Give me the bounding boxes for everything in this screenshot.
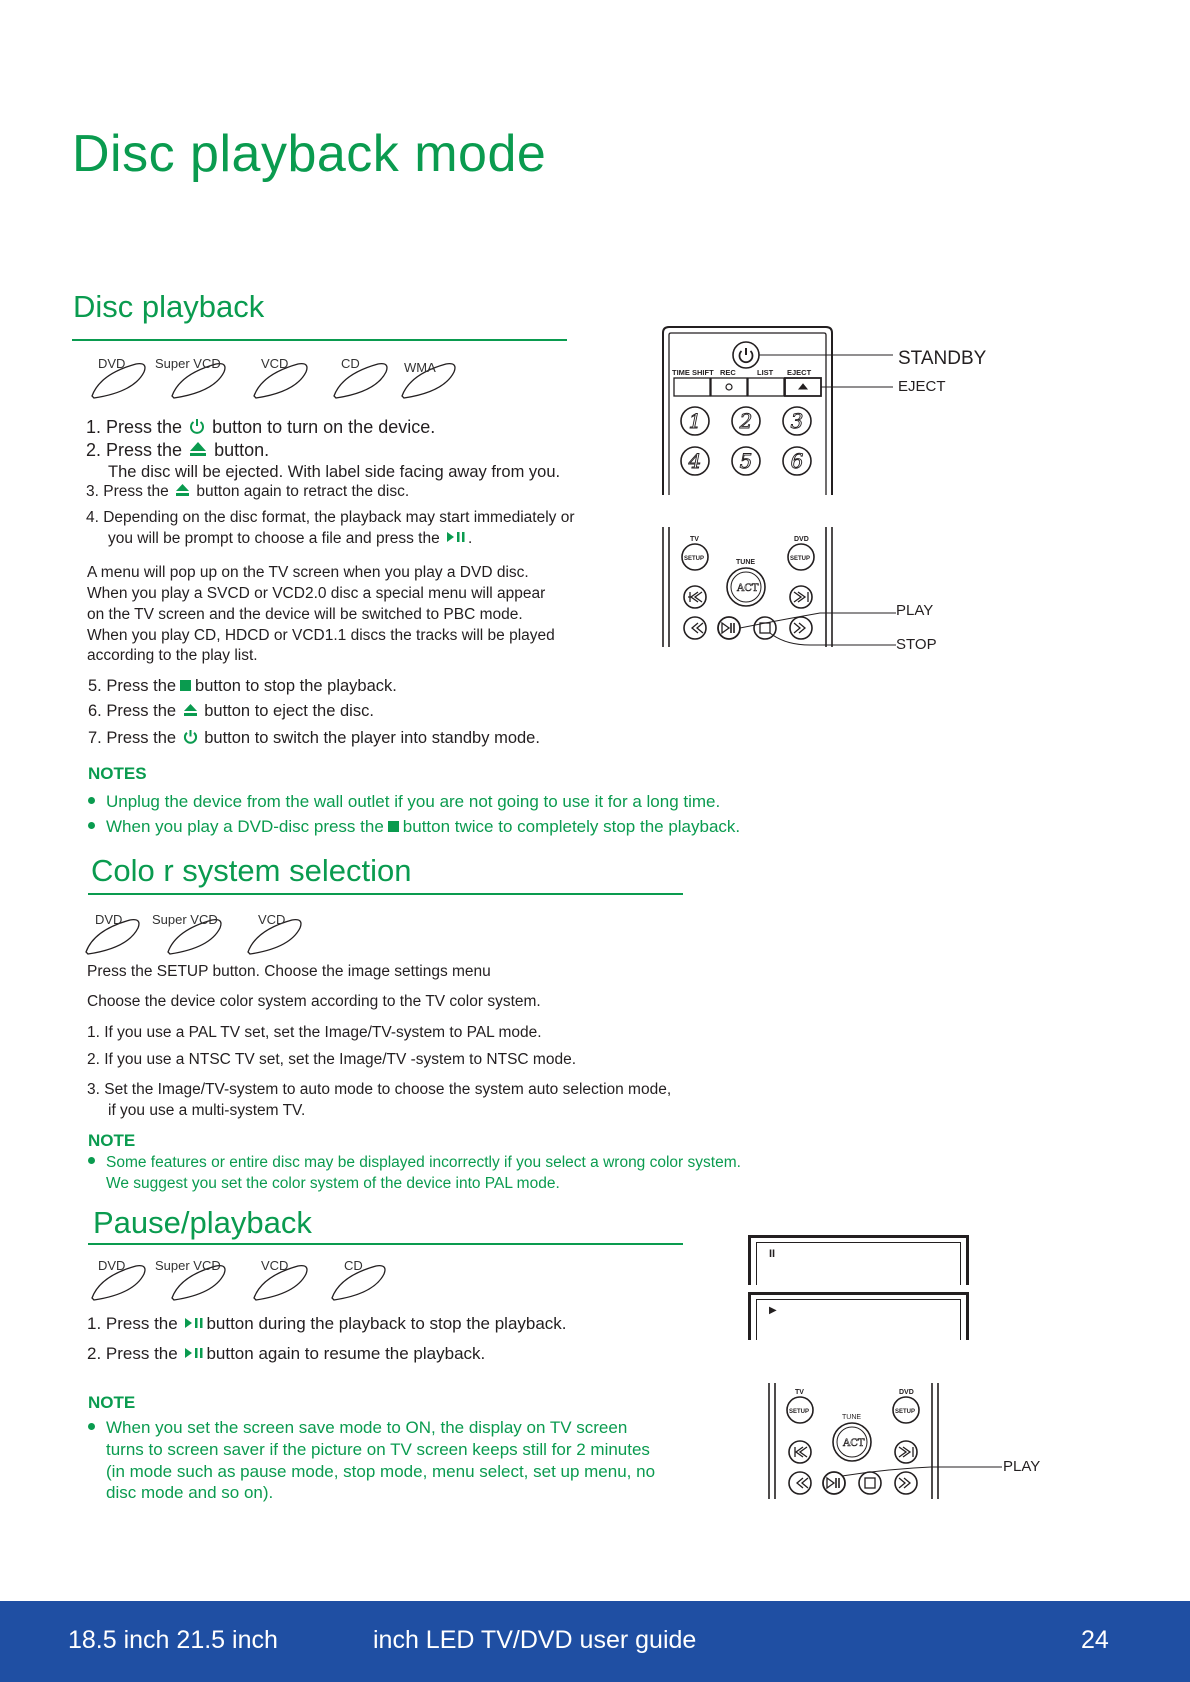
note-item: Unplug the device from the wall outlet if you are not going to use it for a long time.: [88, 792, 720, 812]
act-key: ACT: [843, 1438, 865, 1449]
note-item: When you play a DVD-disc press the button twice to completely stop the playback.: [88, 817, 740, 837]
digit-key-6: 6: [790, 449, 804, 473]
color-system-item-3: 3. Set the Image/TV-system to auto mode to choose the system auto selection mode,: [87, 1081, 672, 1098]
paragraph-line: according to the play list.: [87, 647, 258, 664]
paragraph-line: When you play a SVCD or VCD2.0 disc a special menu will appear: [87, 585, 546, 602]
section-divider: [88, 893, 683, 895]
setup-key-tv: SETUP: [789, 1409, 810, 1415]
disc-label-vcd: VCD: [261, 356, 289, 371]
step-3: 3. Press the button again to retract the disc.: [86, 483, 410, 500]
eject-label: EJECT: [898, 378, 946, 395]
list-key: [748, 378, 784, 396]
color-system-item-1: 1. If you use a PAL TV set, set the Image/TV-system to PAL mode.: [87, 1024, 542, 1041]
disc-label-super-vcd: Super VCD: [152, 912, 218, 927]
digit-key-2: 2: [739, 409, 753, 433]
disc-label-dvd: DVD: [95, 912, 123, 927]
section-title-pause-playback: Pause/playback: [93, 1205, 312, 1240]
power-icon: [183, 729, 198, 745]
digit-key-5: 5: [739, 449, 753, 473]
color-system-line: Press the SETUP button. Choose the image settings menu: [87, 963, 491, 980]
disc-label-cd: CD: [344, 1258, 363, 1273]
note-item-cont: We suggest you set the color system of the device into PAL mode.: [106, 1175, 560, 1192]
dvd-label: DVD: [899, 1389, 914, 1396]
eject-icon: [189, 441, 207, 457]
step-4-line2: you will be prompt to choose a file and press the .: [108, 530, 473, 547]
bullet: [88, 797, 95, 804]
dvd-label: DVD: [794, 536, 809, 543]
footer-bar: [0, 1601, 1190, 1682]
list-label: LIST: [757, 368, 774, 377]
note-item-cont: (in mode such as pause mode, stop mode, menu select, set up menu, no: [106, 1462, 656, 1481]
note-item-cont: disc mode and so on).: [106, 1483, 274, 1502]
paragraph-line: on the TV screen and the device will be switched to PBC mode.: [87, 606, 523, 623]
section-title-color-system: Colo r system selection: [91, 853, 412, 888]
eject-label: EJECT: [787, 368, 812, 377]
tv-label: TV: [795, 1389, 804, 1396]
notes-heading: NOTES: [88, 764, 147, 783]
rec-key: [711, 378, 747, 396]
step-6: 6. Press the button to eject the disc.: [88, 702, 374, 720]
paragraph-line: A menu will pop up on the TV screen when you play a DVD disc.: [87, 564, 529, 581]
page-number: 24: [1081, 1626, 1109, 1654]
play-pause-icon: [184, 1347, 204, 1359]
disc-label-vcd: VCD: [258, 912, 286, 927]
standby-label: STANDBY: [898, 348, 987, 369]
timeshift-label: TIME SHIFT: [672, 368, 714, 377]
tv-screen-pause: [748, 1235, 969, 1285]
pause-step-1: 1. Press the button during the playback to stop the playback.: [87, 1314, 567, 1333]
step-1: 1. Press the button to turn on the device.: [86, 417, 436, 437]
stop-icon: [388, 821, 399, 832]
stop-icon: [180, 680, 191, 691]
stop-label: STOP: [896, 636, 937, 653]
step-2-detail: The disc will be ejected. With label side facing away from you.: [108, 463, 561, 481]
section-divider: [72, 339, 567, 341]
disc-label-super-vcd: Super VCD: [155, 1258, 221, 1273]
digit-key-3: 3: [790, 409, 804, 433]
tv-screen-play: [748, 1292, 969, 1340]
disc-label-dvd: DVD: [98, 356, 126, 371]
paragraph-line: When you play CD, HDCD or VCD1.1 discs the tracks will be played: [87, 627, 555, 644]
note-heading: NOTE: [88, 1393, 136, 1412]
rec-label: REC: [720, 368, 736, 377]
disc-label-cd: CD: [341, 356, 360, 371]
note-item: Some features or entire disc may be displayed incorrectly if you select a wrong color system.: [88, 1154, 741, 1172]
play-label: PLAY: [1003, 1458, 1041, 1475]
act-key: ACT: [737, 583, 759, 594]
color-system-line: Choose the device color system according to the TV color system.: [87, 993, 541, 1010]
color-system-item-2: 2. If you use a NTSC TV set, set the Image/TV -system to NTSC mode.: [87, 1051, 576, 1068]
step-2: 2. Press the button.: [86, 440, 270, 460]
digit-key-4: 4: [688, 449, 702, 473]
bullet: [88, 1157, 95, 1164]
page-title: Disc playback mode: [72, 125, 547, 183]
note-item-cont: turns to screen saver if the picture on TV screen keeps still for 2 minutes: [106, 1440, 650, 1459]
setup-key-dvd: SETUP: [790, 556, 811, 562]
bullet: [88, 822, 95, 829]
disc-label-dvd: DVD: [98, 1258, 126, 1273]
pause-step-2: 2. Press the button again to resume the playback.: [87, 1344, 486, 1363]
eject-icon: [175, 483, 190, 497]
section-divider: [88, 1243, 683, 1245]
disc-label-super-vcd: Super VCD: [155, 356, 221, 371]
disc-label-vcd: VCD: [261, 1258, 289, 1273]
bullet: [88, 1423, 95, 1430]
tv-label: TV: [690, 536, 699, 543]
tune-label: TUNE: [736, 559, 756, 566]
section-title-disc-playback: Disc playback: [73, 289, 265, 324]
footer-model: 18.5 inch 21.5 inch: [68, 1626, 278, 1654]
setup-key-tv: SETUP: [684, 556, 705, 562]
footer-guide-title: inch LED TV/DVD user guide: [373, 1626, 697, 1654]
timeshift-key: [674, 378, 710, 396]
play-pause-icon: [446, 531, 466, 543]
step-5: 5. Press the button to stop the playback.: [88, 677, 397, 695]
power-icon: [189, 418, 205, 435]
disc-label-wma: WMA: [404, 360, 436, 375]
tune-label: TUNE: [842, 1414, 862, 1421]
note-heading: NOTE: [88, 1131, 136, 1150]
remote-illustration-bottom: [766, 1383, 1016, 1503]
eject-icon: [183, 703, 198, 717]
remote-illustration-middle: [660, 527, 900, 647]
step-4-line1: 4. Depending on the disc format, the playback may start immediately or: [86, 509, 575, 526]
digit-key-1: 1: [688, 409, 702, 433]
remote-illustration-top: [660, 325, 900, 495]
play-pause-icon: [184, 1317, 204, 1329]
pause-indicator: II: [769, 1248, 776, 1260]
step-7: 7. Press the button to switch the player into standby mode.: [88, 729, 540, 747]
setup-key-dvd: SETUP: [895, 1409, 916, 1415]
color-system-item-3-cont: if you use a multi-system TV.: [108, 1102, 306, 1119]
play-indicator: ▶: [769, 1305, 777, 1316]
note-item: When you set the screen save mode to ON, the display on TV screen: [88, 1418, 627, 1438]
play-label: PLAY: [896, 602, 934, 619]
